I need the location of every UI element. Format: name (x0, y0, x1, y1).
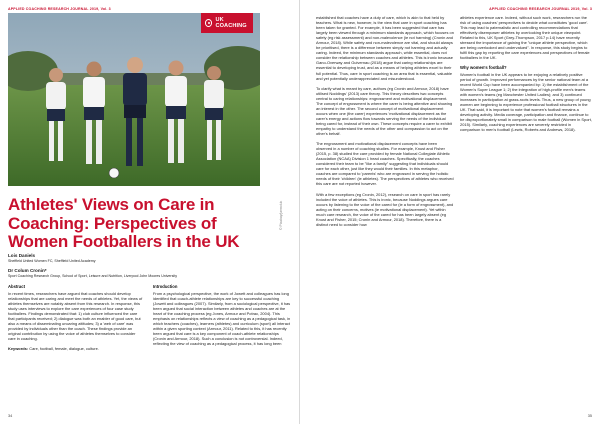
section-heading-why-womens-football: Why women's football? (460, 65, 507, 71)
photo-credit: © Pixabay/jarmoluk (279, 200, 283, 230)
footballers-photo (8, 13, 260, 186)
author-1-affiliation: Sheffield United Women FC, Sheffield United Academy (8, 259, 96, 263)
body-paragraph: established that coaches have a duty of care, which is akin to that held by teachers. What is new, however, is the view that care in sport coaching has been taken for granted. For example, it has been suggested that care has largely been viewed through a minimum standards approach, which focuses on safety (eg risk assessment) and non-malevolence (ie not harming) (Cronin and Armour, 2018). While safety and non-malevolence are vital, and should always be prioritised, there is a difference between simply not harming and actually caring. Indeed, the minimum standards approach, while essential, does not consider the relationship between coaches and athletes. This is ironic because Gano-Overway and Guivernau (2018) argue that caring relationships are essential to developing trust, and as a means of helping athletes excel to their full potential. Thus, care in sport coaching is an area that is essential, valuable and yet potentially underappreciated and misunderstood. (316, 15, 454, 81)
title-line-2: Coaching: Perspectives of (8, 213, 217, 233)
author-1-name: Lois Daniels (8, 253, 36, 258)
introduction-heading: Introduction (153, 284, 178, 289)
author-2-name: Dr Colum Cronin* (8, 268, 47, 273)
introduction-text: From a psychological perspective, the work of Jowett and colleagues has long identified that coach-athlete relationships are key to successful coaching (Jowett and colleagues (2007). Similarly, from a sociological perspective, it has been argued that social interaction between athletes and coaches are at the heart of the coaching process (eg Jones, Armour and Potrac, 2004). This emphasis on relationships reflects a view of coaching as a pedagogical task, in which teachers (coaches), learners (athletes) and curriculum (sport) all interact within a given sporting context (Armour, 2011). Related to this, it has recently been argued that care is a key component of coach-athlete relationships (Cronin and Armour, 2018). Such a conclusion is not controversial. Indeed, reflecting the view of coaching as a pedagogical process, it has long been (153, 290, 291, 347)
keywords-text: Care, football, female, dialogue, culture. (29, 346, 99, 352)
body-column-1 (316, 15, 454, 410)
badge-text: UK COACHING (215, 17, 247, 29)
abstract-heading: Abstract (8, 284, 25, 289)
page-number-left: 34 (8, 414, 13, 418)
introduction-column (153, 284, 291, 410)
running-head-right: APPLIED COACHING RESEARCH JOURNAL 2019, Vol. 3 (489, 7, 592, 11)
body-paragraph: With a few exceptions (eg Cronin, 2012), research on care in sport has rarely included the voice of athletes. This is ironic, because Noddings argues care occurs by listening to the voice of the cared for (ie a form of engrossment), and acting on their concerns, motives (ie motivational displacement). Yet within much care research, the voice of the cared for has been largely absent (eg Knust and Fisher, 2015; Cronin and Armour, 2018). Therefore, there is a distinct need to consider how (316, 191, 454, 227)
page-number-right: 35 (587, 414, 592, 418)
uk-coaching-badge (201, 13, 253, 33)
abstract-column (8, 284, 144, 410)
body-paragraph: To clarify what is meant by care, authors (eg Cronin and Armour, 2018) have utilised Noddings' (2013) care theory. This theory describes two concepts central to caring relationships: engrossment and motivational displacement. The concept of engrossment is where the carer is being attentive and showing an interest in the other. The second concept of motivational displacement occurs when one (the carer) experiences 'motivational displacement as the carer's energy and actions flow towards serving the needs of the individual being cared for, instead of their own. These concepts require a carer to exhibit empathy to understand the needs of the other and compassion to act on the other's behalf. (316, 85, 453, 137)
author-2-affiliation: Sport Coaching Research Group, School of Sport, Leisure and Nutrition, Liverpool John Moores University (8, 274, 177, 278)
keywords-line (8, 346, 144, 351)
body-paragraph: Women's football in the UK appears to be enjoying a relatively positive period of growth. Improved performances by the senior national team at a recent World Cup have been accompanied by: 1) the establishment of the Women's Super League 1; 2) the integration of high-profile men's teams with women's teams (eg Manchester United Ladies); and 3) continued increases in participation at grass-roots levels. Thus, a new group of young women are beginning to experience professional football structures in the UK. That said, it is important to note that women's football remains a developing activity. Media coverage, participation and finance, continue to be disproportionately small in comparison to male football (Women in Sport, 2015). Similarly, coaching experiences are severely restricted in comparison to men's football (Lewis, Roberts and Andrews, 2018). (460, 71, 592, 133)
abstract-text: In recent times, researchers have argued that coaches should develop relationships that are caring and meet the needs of athletes. Yet, the views of athletes themselves are notably absent from this research. In response, this study uses interviews to explore the care experiences of four case study footballers. Findings demonstrated that: 1) club culture influenced the care that participants received; 2) dialogue was both an enabler of good care, but also a means of disseminating uncaring attitudes; 3) a 'web of care' was provided by individuals other than the coach. These findings provide an original contribution by using the voice of athletes themselves to consider care in coaching. (8, 290, 143, 341)
body-paragraph: The engrossment and motivational displacement concepts have been observed in a number of coaching studies. For example, Knust and Fisher (2015, p. 38) studied the care provided by female National Collegiate Athletic Association (NCAA) Division 1 head coaches. Specifically, the coaches considered their team to be "like a family" suggesting that individuals should care for each other, just like they would their families. In this metaphor, coaches are compared to 'parents' who are engrossed in serving the holistic needs of their 'children' (ie athletes). The perspectives of athletes who received this care are not reported however. (316, 141, 454, 187)
body-column-2 (460, 15, 592, 410)
article-title (8, 196, 292, 252)
title-line-3: Women Footballers in the UK (8, 232, 240, 251)
right-page (300, 0, 600, 424)
body-paragraph: athletes experience care. Indeed, without such work, researchers run the risk of using coaches' perspectives to decide what constitutes 'good care'. This may lead to paternalistic and controlling recommendations that effectively disempower athletes by overlooking their unique viewpoint. Related to this, UK Sport (Grey-Thompson, 2017 p.14) have recently stressed the importance of gaining the "unique athlete perspective, which are being overlooked and undervalued". In response, this study begins to fulfil this gap by reporting the care experiences and perspectives of female footballers in the UK. (460, 15, 590, 61)
uk-coaching-logo-icon (205, 19, 212, 27)
running-head-left: APPLIED COACHING RESEARCH JOURNAL 2019, Vol. 3 (8, 7, 111, 11)
keywords-label: Keywords: (8, 346, 29, 352)
title-line-1: Athletes' Views on Care in (8, 195, 215, 214)
